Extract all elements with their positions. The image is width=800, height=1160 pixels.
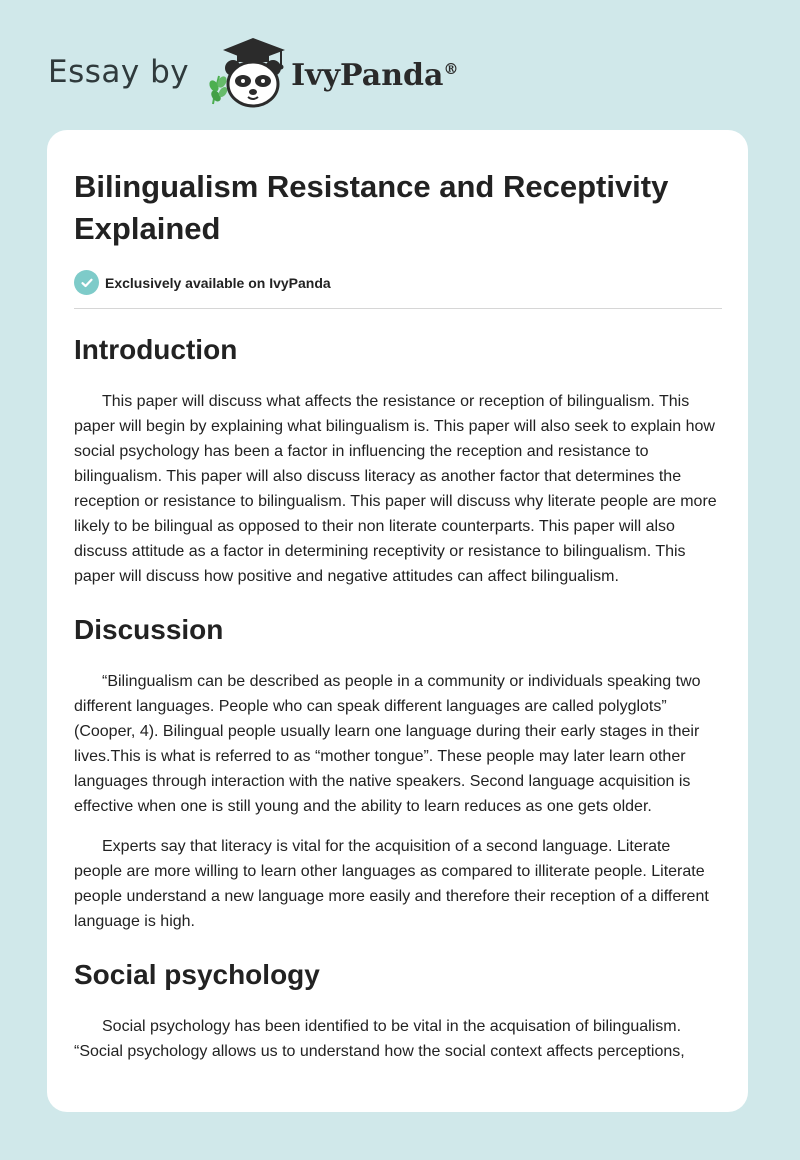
check-circle-icon: [74, 270, 99, 295]
section-heading: Introduction: [74, 334, 238, 365]
essay-title: Bilingualism Resistance and Receptivity Explained: [74, 169, 669, 246]
paragraph: “Bilingualism can be described as people in a community or individuals speaking two different languages. People who can speak different languages are called polyglots” (Cooper, 4). Bilingual people usually learn one language during their early stages in their lives.This is what is referred to as “mother tongue”. These people may later learn other languages through interaction with the native speakers. Second language acquisition is effective when one is still young and the ability to learn reduces as one gets older.: [74, 673, 701, 815]
brand-name[interactable]: IvyPanda®: [291, 57, 459, 93]
section-introduction: [74, 333, 722, 589]
paragraph: This paper will discuss what affects the resistance or reception of bilingualism. This paper will begin by explaining what bilingualism is. This paper will also seek to explain how social psychology has been a factor in influencing the reception and resistance to bilingualism. This paper will also discuss literacy as another factor that determines the reception or resistance to bilingualism. This paper will discuss why literate people are more likely to be bilingual as opposed to their non literate counterparts. This paper will also discuss attitude as a factor in determining receptivity or resistance to bilingualism. This paper will discuss how positive and negative attitudes can affect bilingualism.: [74, 393, 717, 585]
exclusive-badge: [74, 270, 722, 295]
panda-logo-icon[interactable]: [205, 34, 289, 110]
exclusive-label: Exclusively available on IvyPanda: [105, 274, 331, 291]
paragraph: Experts say that literacy is vital for the acquisition of a second language. Literate people are more willing to learn other languages as compared to illiterate people. Literate people understand a new language more easily and therefore their reception of a different language is high.: [74, 838, 709, 930]
section-heading: Discussion: [74, 614, 224, 645]
essay-card: [47, 130, 748, 1112]
paragraph: Social psychology has been identified to be vital in the acquisation of bilingualism. “Social psychology allows us to understand how the social context affects perceptions,: [74, 1018, 685, 1060]
registered-mark: ®: [443, 59, 459, 78]
site-header: [48, 34, 458, 110]
divider: [74, 308, 722, 309]
section-discussion: [74, 613, 722, 934]
section-heading: Social psychology: [74, 959, 320, 990]
essay-by-label: Essay by: [48, 54, 190, 90]
section-social-psychology: [74, 958, 722, 1064]
